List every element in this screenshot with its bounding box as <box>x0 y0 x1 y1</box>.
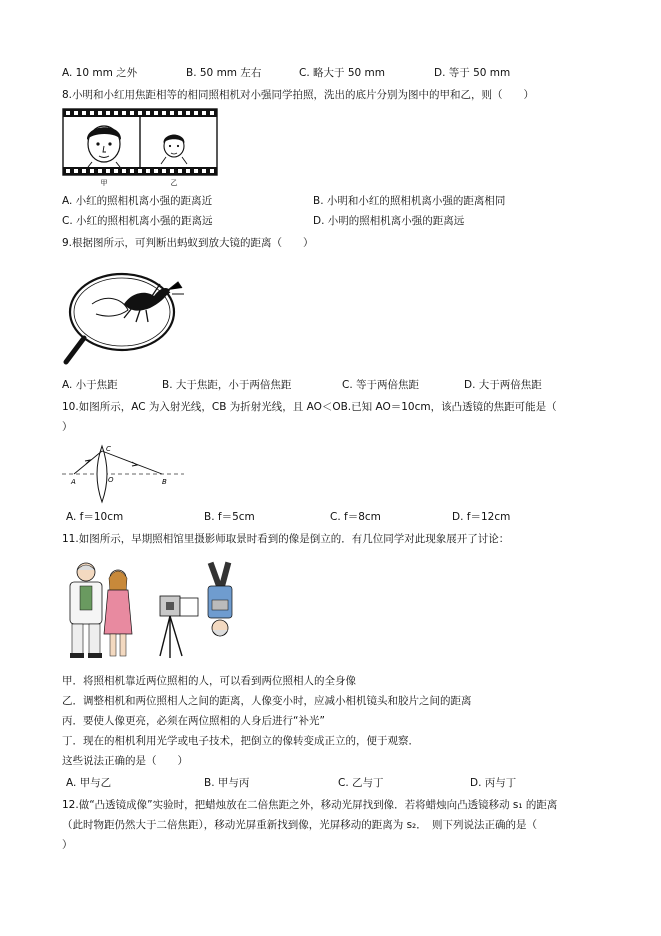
camera-icon <box>160 596 198 658</box>
q8-option-d: D. 小明的照相机离小强的距离远 <box>313 215 465 227</box>
old-man-icon <box>70 563 102 658</box>
q11-stem: 11.如图所示，早期照相馆里摄影师取景时看到的像是倒立的．有几位同学对此现象展开了讨论： <box>62 533 510 545</box>
q9-option-b: B. 大于焦距，小于两倍焦距 <box>162 379 292 391</box>
inverted-photographer-icon <box>208 562 232 636</box>
q10-option-b: B. f＝5cm <box>204 511 255 523</box>
q8-option-b: B. 小明和小红的照相机离小强的距离相同 <box>313 195 506 207</box>
q8-option-a: A. 小红的照相机离小强的距离近 <box>62 195 213 207</box>
q7-option-c: C. 略大于 50 mm <box>299 67 385 79</box>
q11-statement-jia: 甲．将照相机靠近两位照相的人，可以看到两位照相人的全身像 <box>62 675 356 687</box>
q9-option-d: D. 大于两倍焦距 <box>464 379 542 391</box>
q11-statement-bing: 丙．要使人像更亮，必须在两位照相的人身后进行“补光” <box>62 715 325 727</box>
q12-line3: ） <box>62 839 73 851</box>
point-c-label: C <box>106 445 111 453</box>
q7-option-d: D. 等于 50 mm <box>434 67 511 79</box>
q10-stem-line2: ） <box>62 421 73 433</box>
q7-option-a: A. 10 mm 之外 <box>62 67 138 79</box>
point-o-label: O <box>108 476 114 484</box>
q9-option-a: A. 小于焦距 <box>62 379 118 391</box>
q8-option-c: C. 小红的照相机离小强的距离远 <box>62 215 213 227</box>
q10-option-c: C. f＝8cm <box>330 511 381 523</box>
girl-icon <box>104 570 132 656</box>
photo-studio-figure <box>62 556 252 664</box>
q12-line1: 12.做“凸透镜成像”实验时，把蜡烛放在二倍焦距之外，移动光屏找到像．若将蜡烛向凸透镜移动 s₁ 的距离 <box>62 799 558 811</box>
q10-stem-line1: 10.如图所示，AC 为入射光线，CB 为折射光线，且 AO＜OB.已知 AO＝10cm，该凸透镜的焦距可能是（ <box>62 401 557 413</box>
film-label-jia: 甲 <box>100 179 108 187</box>
q12-line2: （此时物距仍然大于二倍焦距），移动光屏重新找到像，光屏移动的距离为 s₂． 则下列说法正确的是（ <box>62 819 538 831</box>
q11-option-d: D. 丙与丁 <box>470 777 517 789</box>
q11-option-c: C. 乙与丁 <box>338 777 384 789</box>
q8-stem: 8.小明和小红用焦距相等的相同照相机对小强同学拍照，洗出的底片分别为图中的甲和乙，则（ ） <box>62 89 535 101</box>
film-strip-figure <box>62 108 218 188</box>
q11-option-a: A. 甲与乙 <box>66 777 112 789</box>
q11-ask: 这些说法正确的是（ ） <box>62 755 188 767</box>
q11-statement-ding: 丁．现在的相机利用光学或电子技术，把倒立的像转变成正立的，便于观察． <box>62 735 419 747</box>
magnifier-figure <box>62 264 192 368</box>
q9-stem: 9.根据图所示，可判断出蚂蚁到放大镜的距离（ ） <box>62 237 314 249</box>
q7-option-b: B. 50 mm 左右 <box>186 67 262 79</box>
point-b-label: B <box>162 478 167 486</box>
q11-option-b: B. 甲与丙 <box>204 777 250 789</box>
point-a-label: A <box>71 478 76 486</box>
q9-option-c: C. 等于两倍焦距 <box>342 379 420 391</box>
q10-option-d: D. f＝12cm <box>452 511 511 523</box>
q11-statement-yi: 乙．调整相机和两位照相人之间的距离，人像变小时，应减小相机镜头和胶片之间的距离 <box>62 695 472 707</box>
q10-option-a: A. f＝10cm <box>66 511 124 523</box>
lens-diagram <box>62 442 186 504</box>
film-label-yi: 乙 <box>170 179 178 187</box>
